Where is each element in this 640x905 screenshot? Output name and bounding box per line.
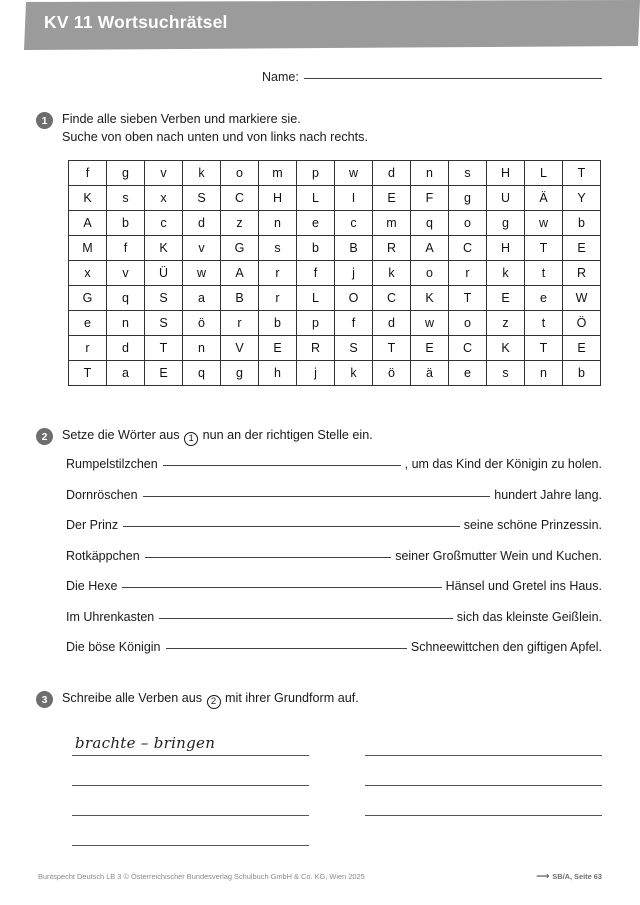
wordsearch-row — [69, 336, 601, 361]
task-3-instructions — [62, 690, 359, 709]
wordsearch-cell[interactable]: q — [183, 361, 221, 386]
writing-example-answer: brachte – bringen — [75, 734, 216, 752]
sentence-suffix: Schneewittchen den giftigen Apfel. — [410, 640, 602, 654]
writing-line[interactable] — [72, 726, 309, 756]
wordsearch-cell[interactable]: ä — [411, 361, 449, 386]
wordsearch-cell[interactable]: s — [449, 161, 487, 186]
wordsearch-cell[interactable]: ö — [373, 361, 411, 386]
wordsearch-cell[interactable]: W — [563, 286, 601, 311]
name-field[interactable] — [262, 70, 602, 84]
wordsearch-cell[interactable]: t — [525, 261, 563, 286]
task-2-text-before: Setze die Wörter aus — [62, 428, 180, 442]
wordsearch-cell[interactable]: E — [373, 186, 411, 211]
task-3-circled-ref: 2 — [207, 695, 221, 709]
sentence-row — [66, 640, 602, 671]
sentence-blank-input[interactable] — [122, 587, 441, 588]
wordsearch-row — [69, 161, 601, 186]
task-1-line-2: Suche von oben nach unten und von links nach rechts. — [62, 129, 368, 144]
wordsearch-cell[interactable]: p — [297, 311, 335, 336]
writing-line[interactable] — [72, 816, 309, 846]
wordsearch-cell[interactable]: K — [487, 336, 525, 361]
wordsearch-cell[interactable]: A — [69, 211, 107, 236]
writing-line[interactable] — [365, 726, 602, 756]
wordsearch-cell[interactable]: z — [487, 311, 525, 336]
wordsearch-cell[interactable]: m — [373, 211, 411, 236]
wordsearch-cell[interactable]: Ö — [563, 311, 601, 336]
wordsearch-cell[interactable]: H — [487, 161, 525, 186]
wordsearch-cell[interactable]: Ü — [145, 261, 183, 286]
wordsearch-cell[interactable]: S — [145, 286, 183, 311]
wordsearch-cell[interactable]: T — [145, 336, 183, 361]
wordsearch-cell[interactable]: k — [487, 261, 525, 286]
wordsearch-cell[interactable]: f — [107, 236, 145, 261]
wordsearch-cell[interactable]: U — [487, 186, 525, 211]
wordsearch-cell[interactable]: p — [297, 161, 335, 186]
wordsearch-cell[interactable]: t — [525, 311, 563, 336]
footer-reference-label: SB/A, Seite 63 — [552, 872, 602, 881]
sentence-row — [66, 488, 602, 519]
sentence-suffix: seine schöne Prinzessin. — [463, 518, 602, 532]
task-2 — [36, 427, 373, 446]
wordsearch-cell[interactable]: T — [69, 361, 107, 386]
wordsearch-cell[interactable]: A — [221, 261, 259, 286]
sentence-suffix: hundert Jahre lang. — [494, 487, 602, 502]
wordsearch-cell[interactable]: s — [259, 236, 297, 261]
wordsearch-cell[interactable]: H — [259, 186, 297, 211]
wordsearch-cell[interactable]: b — [297, 236, 335, 261]
wordsearch-cell[interactable]: e — [69, 311, 107, 336]
task-1-badge: 1 — [36, 112, 53, 129]
wordsearch-cell[interactable]: L — [297, 286, 335, 311]
wordsearch-cell[interactable]: r — [69, 336, 107, 361]
wordsearch-cell[interactable]: m — [259, 161, 297, 186]
wordsearch-cell[interactable]: C — [373, 286, 411, 311]
wordsearch-cell[interactable]: s — [487, 361, 525, 386]
wordsearch-cell[interactable]: K — [69, 186, 107, 211]
wordsearch-cell[interactable]: r — [221, 311, 259, 336]
wordsearch-cell[interactable]: a — [183, 286, 221, 311]
task-3-text-after: mit ihrer Grundform auf. — [225, 691, 359, 705]
wordsearch-row — [69, 311, 601, 336]
writing-line[interactable] — [72, 786, 309, 816]
writing-line[interactable] — [72, 756, 309, 786]
wordsearch-cell[interactable]: O — [335, 286, 373, 311]
name-input-line[interactable] — [304, 78, 602, 79]
wordsearch-cell[interactable]: Y — [563, 186, 601, 211]
task-3-badge: 3 — [36, 691, 53, 708]
wordsearch-cell[interactable]: E — [411, 336, 449, 361]
wordsearch-cell[interactable]: I — [335, 186, 373, 211]
sentence-prefix: Dornröschen — [66, 487, 138, 502]
writing-area — [72, 726, 602, 846]
sentence-blank-input[interactable] — [166, 648, 407, 649]
sentence-prefix: Die böse Königin — [66, 640, 161, 654]
wordsearch-cell[interactable]: f — [335, 311, 373, 336]
sentence-row — [66, 518, 602, 549]
wordsearch-cell[interactable]: o — [449, 311, 487, 336]
sentence-row — [66, 457, 602, 488]
footer-reference — [536, 872, 602, 881]
sentence-row — [66, 610, 602, 641]
wordsearch-cell[interactable]: g — [107, 161, 145, 186]
wordsearch-cell[interactable]: z — [221, 211, 259, 236]
wordsearch-row — [69, 261, 601, 286]
wordsearch-cell[interactable]: q — [107, 286, 145, 311]
sentence-blank-input[interactable] — [123, 526, 460, 527]
wordsearch-cell[interactable]: w — [335, 161, 373, 186]
wordsearch-cell[interactable]: M — [69, 236, 107, 261]
wordsearch-cell[interactable]: n — [107, 311, 145, 336]
wordsearch-cell[interactable]: b — [563, 211, 601, 236]
sentence-suffix: , um das Kind der Königin zu holen. — [404, 457, 602, 471]
wordsearch-cell[interactable]: e — [297, 211, 335, 236]
wordsearch-cell[interactable]: B — [335, 236, 373, 261]
wordsearch-cell[interactable]: v — [107, 261, 145, 286]
wordsearch-cell[interactable]: j — [335, 261, 373, 286]
page-title: KV 11 Wortsuchrätsel — [44, 12, 228, 32]
wordsearch-cell[interactable]: f — [69, 161, 107, 186]
task-1 — [36, 111, 368, 147]
wordsearch-cell[interactable]: e — [449, 361, 487, 386]
sentence-blank-input[interactable] — [143, 496, 491, 497]
wordsearch-cell[interactable]: n — [525, 361, 563, 386]
wordsearch-cell[interactable]: G — [69, 286, 107, 311]
writing-column-left — [72, 726, 309, 846]
wordsearch-cell[interactable]: G — [221, 236, 259, 261]
wordsearch-cell[interactable]: R — [563, 261, 601, 286]
sentence-list — [66, 457, 602, 671]
wordsearch-cell[interactable]: H — [487, 236, 525, 261]
wordsearch-cell[interactable]: q — [411, 211, 449, 236]
wordsearch-cell[interactable]: S — [335, 336, 373, 361]
wordsearch-cell[interactable]: d — [183, 211, 221, 236]
sentence-prefix: Rumpelstilzchen — [66, 457, 158, 471]
wordsearch-cell[interactable]: w — [183, 261, 221, 286]
wordsearch-cell[interactable]: o — [221, 161, 259, 186]
wordsearch-cell[interactable]: A — [411, 236, 449, 261]
wordsearch-cell[interactable]: b — [259, 311, 297, 336]
wordsearch-cell[interactable]: r — [259, 286, 297, 311]
wordsearch-cell[interactable]: a — [107, 361, 145, 386]
task-3 — [36, 690, 359, 709]
wordsearch-cell[interactable]: x — [145, 186, 183, 211]
wordsearch-cell[interactable]: Ä — [525, 186, 563, 211]
wordsearch-cell[interactable]: R — [297, 336, 335, 361]
wordsearch-cell[interactable]: n — [411, 161, 449, 186]
wordsearch-row — [69, 361, 601, 386]
wordsearch-cell[interactable]: h — [259, 361, 297, 386]
wordsearch-cell[interactable]: d — [107, 336, 145, 361]
wordsearch-row — [69, 211, 601, 236]
wordsearch-cell[interactable]: d — [373, 311, 411, 336]
wordsearch-cell[interactable]: E — [563, 336, 601, 361]
wordsearch-cell[interactable]: T — [525, 236, 563, 261]
footer — [38, 872, 602, 881]
wordsearch-cell[interactable]: C — [449, 336, 487, 361]
wordsearch-cell[interactable]: E — [259, 336, 297, 361]
wordsearch-cell[interactable]: L — [525, 161, 563, 186]
sentence-row — [66, 549, 602, 580]
sentence-prefix: Rotkäppchen — [66, 548, 140, 563]
wordsearch-cell[interactable]: T — [449, 286, 487, 311]
task-2-text-after: nun an der richtigen Stelle ein. — [202, 428, 373, 442]
sentence-suffix: seiner Großmutter Wein und Kuchen. — [395, 548, 602, 563]
wordsearch-row — [69, 286, 601, 311]
sentence-blank-input[interactable] — [159, 618, 453, 619]
wordsearch-cell[interactable]: j — [297, 361, 335, 386]
footer-copyright: Buntspecht Deutsch LB 3 © Österreichischer Bundesverlag Schulbuch GmbH & Co. KG, Wien 2025 — [38, 872, 365, 881]
sentence-blank-input[interactable] — [145, 557, 392, 558]
wordsearch-cell[interactable]: w — [525, 211, 563, 236]
wordsearch-cell[interactable]: f — [297, 261, 335, 286]
sentence-row — [66, 579, 602, 610]
wordsearch-row — [69, 186, 601, 211]
wordsearch-cell[interactable]: x — [69, 261, 107, 286]
wordsearch-cell[interactable]: T — [373, 336, 411, 361]
name-label: Name: — [262, 70, 299, 84]
wordsearch-cell[interactable]: n — [183, 336, 221, 361]
writing-line[interactable] — [365, 756, 602, 786]
wordsearch-cell[interactable]: K — [411, 286, 449, 311]
wordsearch-cell[interactable]: k — [373, 261, 411, 286]
wordsearch-cell[interactable]: R — [373, 236, 411, 261]
header-banner — [0, 0, 640, 52]
sentence-suffix: Hänsel und Gretel ins Haus. — [445, 579, 602, 593]
wordsearch-cell[interactable]: S — [183, 186, 221, 211]
wordsearch-cell[interactable]: k — [335, 361, 373, 386]
wordsearch-cell[interactable]: g — [487, 211, 525, 236]
wordsearch-cell[interactable]: S — [145, 311, 183, 336]
wordsearch-cell[interactable]: w — [411, 311, 449, 336]
task-1-line-1: Finde alle sieben Verben und markiere sie. — [62, 112, 301, 126]
wordsearch-cell[interactable]: C — [449, 236, 487, 261]
wordsearch-cell[interactable]: E — [487, 286, 525, 311]
wordsearch-cell[interactable]: b — [107, 211, 145, 236]
task-2-circled-ref: 1 — [184, 432, 198, 446]
wordsearch-grid[interactable] — [68, 160, 601, 386]
wordsearch-cell[interactable]: o — [449, 211, 487, 236]
sentence-blank-input[interactable] — [163, 465, 401, 466]
sentence-prefix: Der Prinz — [66, 518, 119, 532]
wordsearch-cell[interactable]: k — [183, 161, 221, 186]
wordsearch-cell[interactable]: C — [221, 186, 259, 211]
task-3-text-before: Schreibe alle Verben aus — [62, 691, 203, 705]
wordsearch-cell[interactable]: g — [221, 361, 259, 386]
wordsearch-cell[interactable]: c — [335, 211, 373, 236]
wordsearch-cell[interactable]: F — [411, 186, 449, 211]
wordsearch-cell[interactable]: L — [297, 186, 335, 211]
wordsearch-cell[interactable]: o — [411, 261, 449, 286]
task-2-instructions — [62, 427, 373, 446]
wordsearch-cell[interactable]: E — [563, 236, 601, 261]
wordsearch-cell[interactable]: ö — [183, 311, 221, 336]
wordsearch-cell[interactable]: b — [563, 361, 601, 386]
wordsearch-cell[interactable]: s — [107, 186, 145, 211]
task-1-instructions — [62, 111, 368, 147]
wordsearch-cell[interactable]: d — [373, 161, 411, 186]
arrow-right-icon: ⟶ — [536, 871, 550, 881]
writing-column-right — [365, 726, 602, 846]
wordsearch-cell[interactable]: V — [221, 336, 259, 361]
wordsearch-body — [69, 161, 601, 386]
writing-line[interactable] — [365, 786, 602, 816]
wordsearch-cell[interactable]: v — [183, 236, 221, 261]
wordsearch-cell[interactable]: n — [259, 211, 297, 236]
wordsearch-cell[interactable]: K — [145, 236, 183, 261]
wordsearch-cell[interactable]: e — [525, 286, 563, 311]
task-2-badge: 2 — [36, 428, 53, 445]
wordsearch-cell[interactable]: T — [525, 336, 563, 361]
wordsearch-cell[interactable]: B — [221, 286, 259, 311]
sentence-suffix: sich das kleinste Geißlein. — [456, 609, 602, 624]
wordsearch-cell[interactable]: E — [145, 361, 183, 386]
wordsearch-cell[interactable]: c — [145, 211, 183, 236]
wordsearch-cell[interactable]: g — [449, 186, 487, 211]
sentence-prefix: Die Hexe — [66, 579, 118, 593]
wordsearch-row — [69, 236, 601, 261]
wordsearch-cell[interactable]: r — [259, 261, 297, 286]
wordsearch-cell[interactable]: v — [145, 161, 183, 186]
sentence-prefix: Im Uhrenkasten — [66, 609, 155, 624]
wordsearch-cell[interactable]: r — [449, 261, 487, 286]
wordsearch-cell[interactable]: T — [563, 161, 601, 186]
